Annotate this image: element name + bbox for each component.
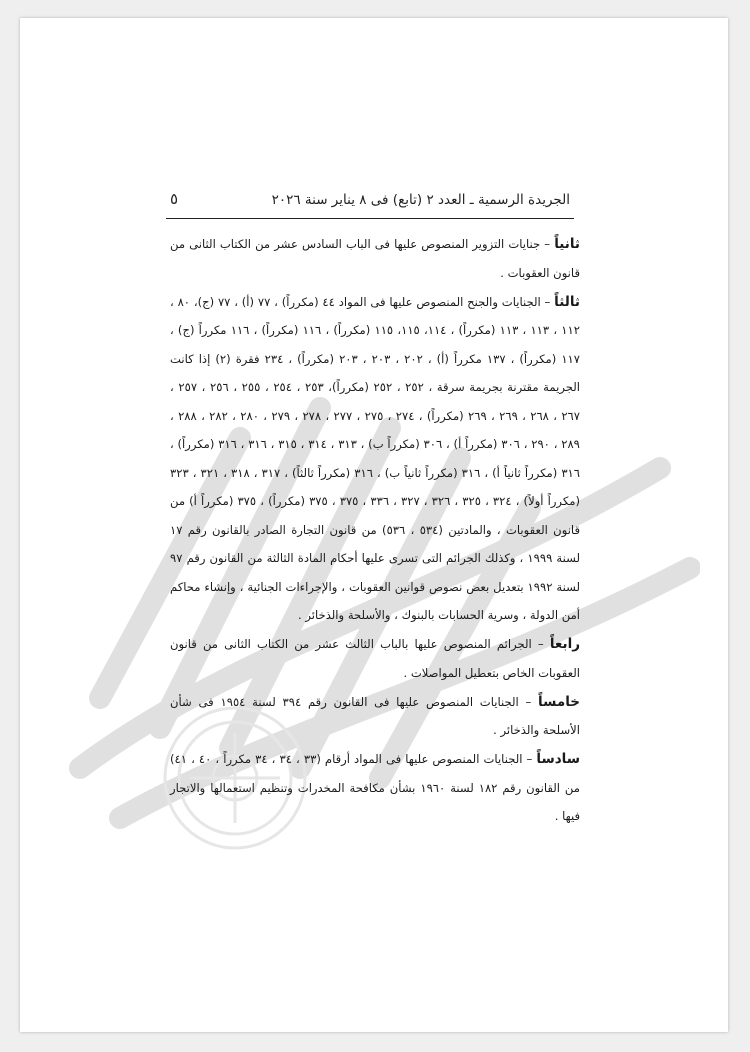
paragraph-text: – الجنايات المنصوص عليها فى المواد أرقام (٣٣ ، ٣٤ ، ٣٤ مكرراً ، ٤٠ ، ٤١) من القانون رقم ١٨٢ لسنة ١٩٦٠ بشأن مكافحة المخدرات وتنظيم استعمالها والاتجار فيها . (170, 752, 580, 823)
paragraph-text: – الجنايات المنصوص عليها فى القانون رقم ٣٩٤ لسنة ١٩٥٤ فى شأن الأسلحة والذخائر . (170, 694, 580, 737)
paragraph-text: – الجرائم المنصوص عليها بالباب الثالث عشر من الكتاب الثانى من قانون العقوبات الخاص بتعطيل المواصلات . (170, 637, 580, 680)
lead-word: ثالثاً (554, 293, 580, 310)
lead-word: خامساً (538, 693, 580, 710)
header-title: الجريدة الرسمية ـ العدد ٢ (تابع) فى ٨ يناير سنة ٢٠٢٦ (271, 192, 570, 208)
paragraph-sixth (170, 745, 580, 831)
paragraph-text: – جنايات التزوير المنصوص عليها فى الباب السادس عشر من الكتاب الثانى من قانون العقوبات . (170, 237, 580, 280)
page-number: ٥ (170, 190, 179, 208)
body-text (170, 230, 580, 831)
lead-word: سادساً (536, 751, 581, 767)
paragraph-second (170, 230, 580, 287)
paragraph-text: – الجنايات والجنح المنصوص عليها فى المواد ٤٤ (مكرراً) ، ٧٧ (أ) ، ٧٧ (ج)، ٨٠ ، ١١٢ ، ١١٣ ، ١١٣ (مكرراً) ، ١١٤، ١١٥، ١١٥ (مكرراً) ، ١١٦ (مكرراً) ، ١١٦ مكرراً (ج) ، ١١٧ (مكرراً) ، ١٣٧ مكرراً (أ) ، ٢٠٢ ، ٢٠٣ ، ٢٠٣ (مكرراً) ، ٢٣٤ فقرة (٢) إذا كانت الجريمة مقترنة بجريمة سرقة ، ٢٥٢ ، ٢٥٢ (مكرراً)، ٢٥٣ ، ٢٥٤ ، ٢٥٥ ، ٢٥٦ ، ٢٥٧ ، ٢٦٧ ، ٢٦٨ ، ٢٦٩ ، ٢٦٩ (مكرراً) ، ٢٧٤ ، ٢٧٥ ، ٢٧٧ ، ٢٧٨ ، ٢٧٩ ، ٢٨٠ ، ٢٨٢ ، ٢٨٨ ، ٢٨٩ ، ٢٩٠ ، ٣٠٦ (مكرراً أ) ، ٣٠٦ (مكرراً ب) ، ٣١٣ ، ٣١٤ ، ٣١٥ ، ٣١٦ ، ٣١٦ (مكرراً) ، ٣١٦ (مكرراً ثانياً أ) ، ٣١٦ (مكرراً ثانياً ب) ، ٣١٦ (مكرراً ثالثاً) ، ٣١٧ ، ٣١٨ ، ٣٢١ ، ٣٢٣ (مكرراً أولاً) ، ٣٢٤ ، ٣٢٥ ، ٣٢٦ ، ٣٢٧ ، ٣٣٦ ، ٣٧٥ ، ٣٧٥ (مكرراً) ، ٣٧٥ (مكرراً أ) من قانون العقوبات ، والمادتين (٥٣٤ ، ٥٣٦) من قانون التجارة الصادر بالقانون رقم ١٧ لسنة ١٩٩٩ ، وكذلك الجرائم التى تسرى عليها أحكام المادة الثالثة من القانون رقم ٩٧ لسنة ١٩٩٢ بتعديل بعض نصوص قوانين العقوبات ، والإجراءات الجنائية ، وإنشاء محاكم أمن الدولة ، وسرية الحسابات بالبنوك ، والأسلحة والذخائر . (170, 294, 580, 622)
lead-word: ثانياً (554, 236, 580, 252)
document-page (20, 18, 728, 1032)
paragraph-third (170, 288, 580, 630)
lead-word: رابعاً (549, 636, 580, 652)
page-header (166, 188, 574, 219)
paragraph-fifth (170, 688, 580, 745)
paragraph-fourth (170, 630, 580, 687)
